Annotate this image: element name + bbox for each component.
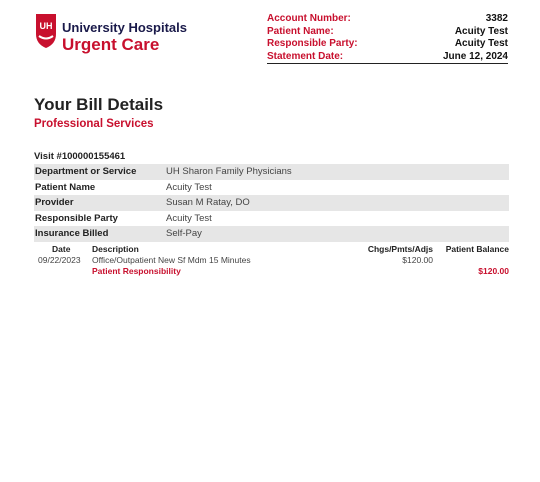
provider-label: Provider [35, 197, 74, 208]
charge-line [34, 255, 509, 266]
charges-header-row [34, 244, 509, 255]
date-column-header: Date [52, 244, 71, 254]
account-number-row [267, 13, 508, 26]
uh-shield-icon [34, 14, 58, 48]
page-title: Your Bill Details [34, 95, 164, 114]
provider-value: Susan M Ratay, DO [166, 197, 250, 208]
department-label: Department or Service [35, 166, 137, 177]
charges-table [34, 244, 509, 277]
visit-info-row [34, 226, 509, 242]
responsible-party-value: Acuity Test [166, 212, 212, 224]
statement-date-row [267, 51, 508, 65]
account-summary [267, 13, 508, 64]
patient-name-value: Acuity Test [454, 25, 508, 37]
insurance-billed-value: Self-Pay [166, 228, 202, 239]
responsible-party-label: Responsible Party [35, 212, 118, 224]
responsible-party-value: Acuity Test [454, 38, 508, 49]
statement-date-value: June 12, 2024 [442, 50, 508, 62]
patient-responsibility-row [34, 266, 509, 277]
visit-info-row [34, 180, 509, 196]
visit-number: Visit #100000155461 [34, 151, 126, 162]
logo-line-university-hospitals: University Hospitals [62, 20, 187, 35]
patient-name-value: Acuity Test [166, 181, 212, 193]
logo-line-urgent-care: Urgent Care [62, 35, 160, 54]
logo-mark-text: UH [39, 21, 53, 31]
responsible-party-row [267, 38, 508, 51]
insurance-billed-label: Insurance Billed [35, 228, 109, 239]
description-column-header: Description [92, 244, 139, 254]
visit-info-row [34, 164, 509, 180]
visit-info-row [34, 195, 509, 211]
patient-name-label: Patient Name: [267, 25, 334, 37]
uh-urgent-care-logo [34, 14, 194, 54]
account-number-value: 3382 [485, 13, 508, 24]
patient-responsibility-balance: $120.00 [478, 266, 509, 276]
department-value: UH Sharon Family Physicians [166, 166, 292, 177]
patient-name-label: Patient Name [35, 181, 96, 193]
account-number-label: Account Number: [267, 13, 351, 24]
responsible-party-label: Responsible Party: [267, 38, 358, 49]
charge-amount: $120.00 [402, 255, 433, 265]
charge-date: 09/22/2023 [38, 255, 81, 265]
chgs-column-header: Chgs/Pmts/Adjs [367, 244, 433, 254]
balance-column-header: Patient Balance [445, 244, 509, 254]
statement-date-label: Statement Date: [267, 50, 344, 62]
patient-responsibility-label: Patient Responsibility [92, 266, 181, 276]
patient-name-row [267, 26, 508, 39]
charge-description: Office/Outpatient New Sf Mdm 15 Minutes [92, 255, 251, 265]
page-subtitle: Professional Services [34, 118, 154, 130]
visit-info-row [34, 211, 509, 227]
visit-info-table [34, 164, 509, 242]
